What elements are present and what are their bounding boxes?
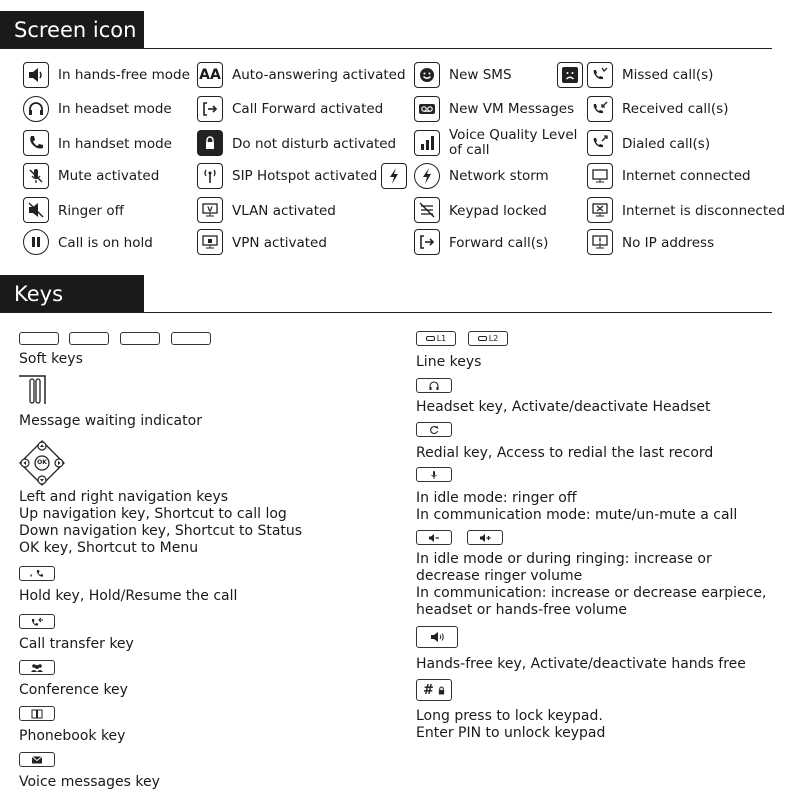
phonebook-key-label: Phonebook key — [19, 728, 126, 744]
dnd-icon — [197, 130, 223, 156]
keypad-lock-key[interactable]: # — [416, 679, 452, 701]
soft-keys-label: Soft keys — [19, 351, 83, 367]
signal-bars-icon — [414, 130, 440, 156]
voicemail-icon — [414, 96, 440, 122]
voice-messages-key-label: Voice messages key — [19, 774, 160, 790]
speaker-icon — [23, 62, 49, 88]
icon-label: In handset mode — [58, 136, 172, 152]
headset-key-label: Headset key, Activate/deactivate Headset — [416, 399, 711, 415]
hotspot-icon — [197, 163, 223, 189]
handset-icon — [23, 130, 49, 156]
icon-label: New VM Messages — [449, 101, 575, 117]
transfer-key-label: Call transfer key — [19, 636, 134, 652]
network-storm-icon — [414, 163, 440, 189]
navigation-pad-icon[interactable] — [18, 439, 66, 487]
icon-label: Keypad locked — [449, 203, 547, 219]
redial-key[interactable] — [416, 422, 452, 437]
icon-label: Do not disturb activated — [232, 136, 397, 152]
volume-key-label: decrease ringer volume — [416, 568, 583, 584]
headset-icon — [23, 96, 49, 122]
keypad-locked-icon — [414, 197, 440, 223]
missed-call-icon — [587, 62, 613, 88]
icon-label: Network storm — [449, 168, 549, 184]
keys-features-heading: Keys features — [0, 275, 144, 313]
icon-label: Forward call(s) — [449, 235, 549, 251]
hold-icon — [23, 229, 49, 255]
conference-key-label: Conference key — [19, 682, 128, 698]
no-ip-icon — [587, 229, 613, 255]
auto-answer-icon: AA — [197, 62, 223, 88]
volume-key-label: In idle mode or during ringing: increase or — [416, 551, 712, 567]
mwi-label: Message waiting indicator — [19, 413, 202, 429]
icon-label: Auto-answering activated — [232, 67, 406, 83]
icon-label: Received call(s) — [622, 101, 729, 117]
soft-key[interactable] — [69, 332, 109, 345]
icon-label: SIP Hotspot activated — [232, 168, 378, 184]
volume-key-label: In communication: increase or decrease earpiece, — [416, 585, 767, 601]
icon-label: Dialed call(s) — [622, 136, 711, 152]
mute-mic-icon — [23, 163, 49, 189]
nav-line: OK key, Shortcut to Menu — [19, 540, 199, 556]
keypad-lock-label: Enter PIN to unlock keypad — [416, 725, 606, 741]
svg-text:⏸: ⏸ — [30, 572, 33, 579]
divider — [0, 312, 772, 313]
keypad-lock-label: Long press to lock keypad. — [416, 708, 603, 724]
voice-messages-key[interactable] — [19, 752, 55, 767]
icon-label: Mute activated — [58, 168, 160, 184]
icon-label: Internet connected — [622, 168, 751, 184]
icon-label: Call is on hold — [58, 235, 153, 251]
hold-key-label: Hold key, Hold/Resume the call — [19, 588, 238, 604]
volume-key-label: headset or hands-free volume — [416, 602, 628, 618]
mute-key-label: In communication mode: mute/un-mute a call — [416, 507, 738, 523]
mute-key[interactable] — [416, 467, 452, 482]
icon-label: Voice Quality Level of call — [449, 127, 578, 158]
soft-key[interactable] — [19, 332, 59, 345]
vlan-icon — [197, 197, 223, 223]
internet-disconnected-icon — [587, 197, 613, 223]
soft-key[interactable] — [120, 332, 160, 345]
screen-icon-heading: Screen icon — [0, 11, 144, 49]
soft-key[interactable] — [171, 332, 211, 345]
icon-label: Internet is disconnected — [622, 203, 786, 219]
vpn-icon — [197, 229, 223, 255]
message-waiting-indicator-icon — [19, 374, 49, 404]
call-forward-icon — [197, 96, 223, 122]
volume-down-key[interactable] — [416, 530, 452, 545]
dialed-call-icon — [587, 130, 613, 156]
hands-free-key[interactable] — [416, 626, 458, 648]
hold-key[interactable] — [19, 566, 55, 581]
headset-key[interactable] — [416, 378, 452, 393]
volume-up-key[interactable] — [467, 530, 503, 545]
internet-connected-icon — [587, 163, 613, 189]
nav-line: Left and right navigation keys — [19, 489, 229, 505]
icon-label: In headset mode — [58, 101, 172, 117]
received-call-icon — [587, 96, 613, 122]
nav-line: Up navigation key, Shortcut to call log — [19, 506, 287, 522]
ok-key-label: OK — [37, 459, 47, 466]
icon-label: Missed call(s) — [622, 67, 714, 83]
phonebook-key[interactable] — [19, 706, 55, 721]
icon-label: VLAN activated — [232, 203, 336, 219]
redial-key-label: Redial key, Access to redial the last record — [416, 445, 714, 461]
icon-label: Call Forward activated — [232, 101, 384, 117]
nav-line: Down navigation key, Shortcut to Status — [19, 523, 303, 539]
ringer-off-icon — [23, 197, 49, 223]
line-keys-label: Line keys — [416, 354, 482, 370]
divider — [0, 48, 772, 49]
conference-key[interactable] — [19, 660, 55, 675]
line-key-2-label: L2 — [488, 334, 499, 343]
icon-label: In hands-free mode — [58, 67, 190, 83]
sad-face-icon — [557, 62, 583, 88]
lightning-icon — [381, 163, 407, 189]
icon-label: No IP address — [622, 235, 715, 251]
line-key-1-label: L1 — [436, 334, 447, 343]
transfer-key[interactable] — [19, 614, 55, 629]
forward-call-icon — [414, 229, 440, 255]
line-key-1[interactable] — [416, 331, 456, 346]
icon-label: VPN activated — [232, 235, 327, 251]
icon-label: Ringer off — [58, 203, 124, 219]
line-key-2[interactable] — [468, 331, 508, 346]
icon-label: New SMS — [449, 67, 512, 83]
hands-free-key-label: Hands-free key, Activate/deactivate hands free — [416, 656, 746, 672]
sms-icon — [414, 62, 440, 88]
svg-text:V: V — [207, 205, 213, 214]
mute-key-label: In idle mode: ringer off — [416, 490, 577, 506]
